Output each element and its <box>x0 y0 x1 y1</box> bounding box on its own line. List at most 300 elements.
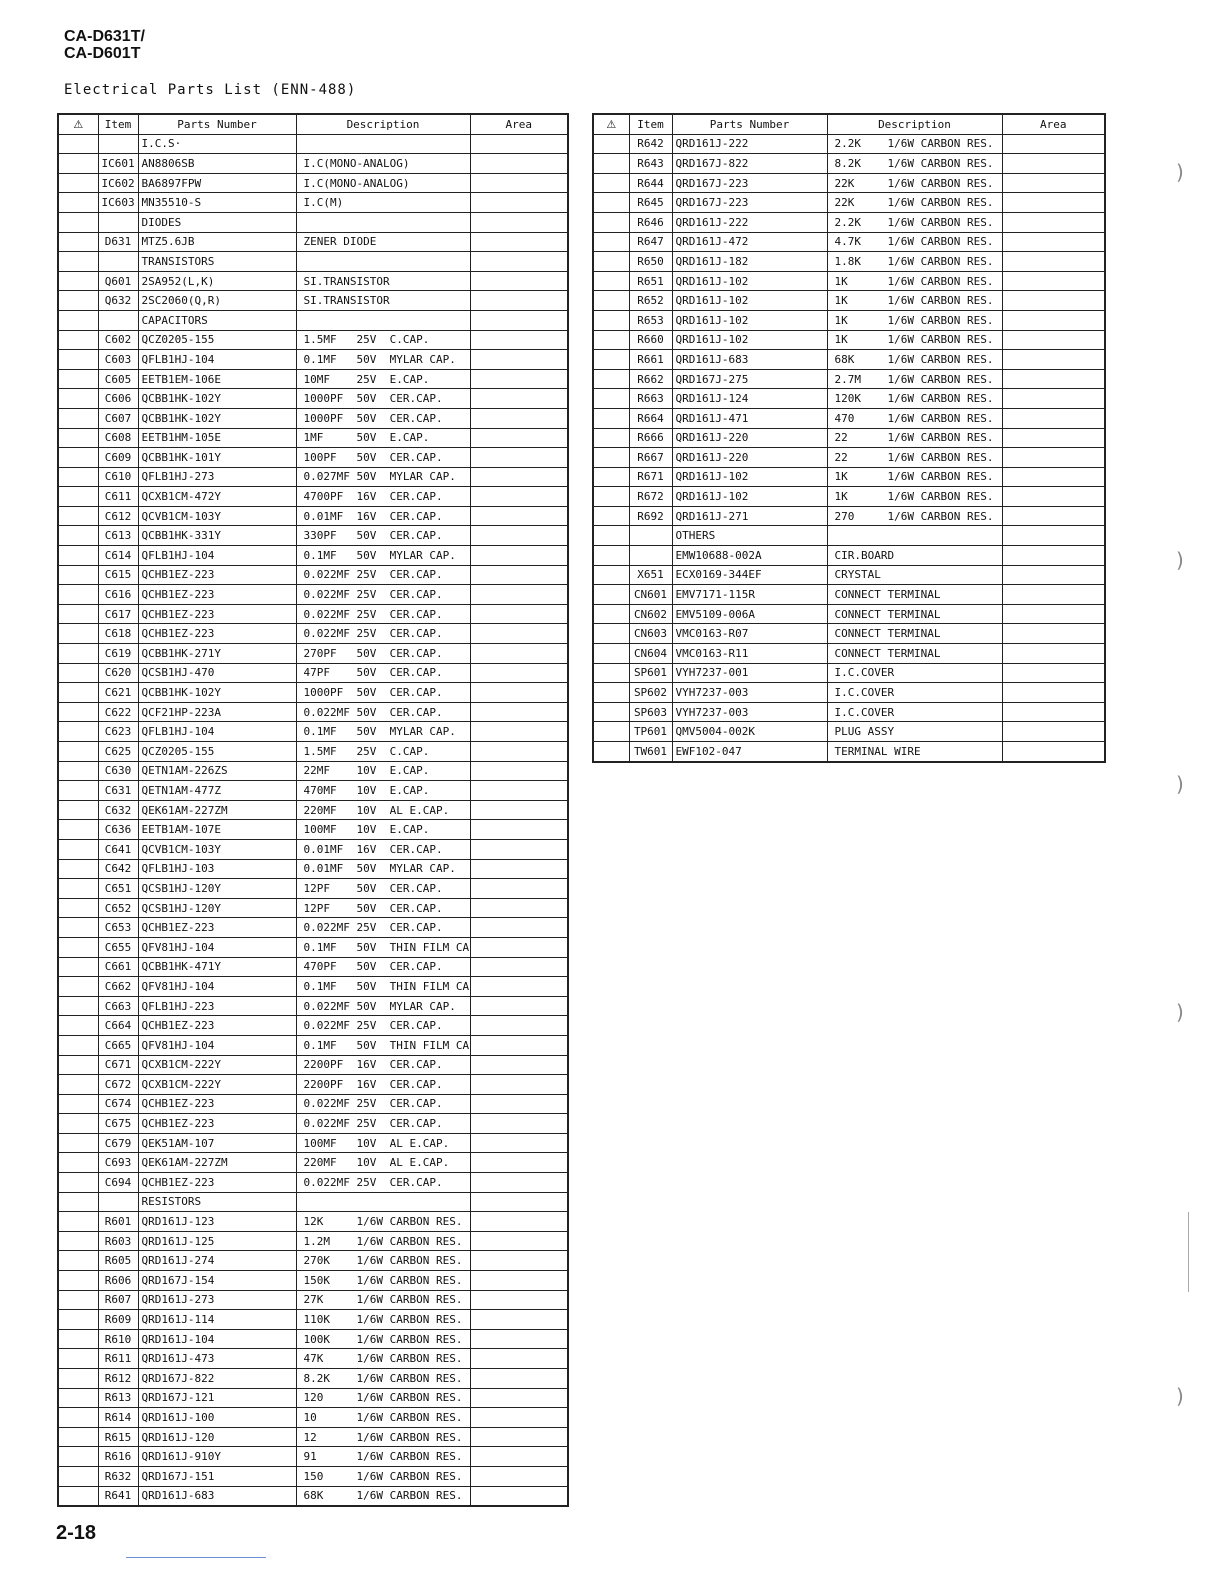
warning-cell <box>593 408 629 428</box>
description-cell: 1.5MF 25V C.CAP. <box>296 330 470 350</box>
description-cell: SI.TRANSISTOR <box>296 271 470 291</box>
warning-cell <box>58 839 98 859</box>
parts-number-cell: QCHB1EZ-223 <box>138 585 296 605</box>
header-description: Description <box>827 114 1002 134</box>
table-row <box>58 408 568 428</box>
description-cell: 22 1/6W CARBON RES. <box>827 428 1002 448</box>
item-cell: C672 <box>98 1075 138 1095</box>
table-row <box>58 800 568 820</box>
description-cell: 12 1/6W CARBON RES. <box>296 1427 470 1447</box>
description-cell: 91 1/6W CARBON RES. <box>296 1447 470 1467</box>
table-row <box>58 957 568 977</box>
parts-number-cell: CAPACITORS <box>138 310 296 330</box>
area-cell <box>470 448 568 468</box>
table-row <box>58 1094 568 1114</box>
table-row <box>58 937 568 957</box>
parts-number-cell: QCBB1HK-102Y <box>138 408 296 428</box>
parts-number-cell: QCSB1HJ-120Y <box>138 879 296 899</box>
item-cell: C617 <box>98 604 138 624</box>
warning-cell <box>58 1271 98 1291</box>
area-cell <box>1002 487 1105 507</box>
description-cell: 0.1MF 50V THIN FILM CA <box>296 1035 470 1055</box>
warning-cell <box>58 252 98 272</box>
parts-number-cell: EETB1AM-107E <box>138 820 296 840</box>
area-cell <box>1002 604 1105 624</box>
warning-cell <box>58 977 98 997</box>
warning-cell <box>58 369 98 389</box>
area-cell <box>470 1271 568 1291</box>
parts-number-cell: VYH7237-001 <box>672 663 827 683</box>
item-cell: R652 <box>629 291 672 311</box>
warning-cell <box>58 996 98 1016</box>
area-cell <box>470 291 568 311</box>
table-row <box>593 389 1105 409</box>
parts-number-cell: QEK61AM-227ZM <box>138 800 296 820</box>
description-cell: 0.022MF 25V CER.CAP. <box>296 1114 470 1134</box>
warning-cell <box>593 604 629 624</box>
item-cell: R612 <box>98 1369 138 1389</box>
description-cell: 1K 1/6W CARBON RES. <box>827 271 1002 291</box>
table-row <box>58 742 568 762</box>
item-cell: C611 <box>98 487 138 507</box>
parts-number-cell: EMW10688-002A <box>672 546 827 566</box>
warning-cell <box>58 859 98 879</box>
item-cell: C608 <box>98 428 138 448</box>
table-row <box>58 310 568 330</box>
description-cell: 47PF 50V CER.CAP. <box>296 663 470 683</box>
description-cell: 22MF 10V E.CAP. <box>296 761 470 781</box>
description-cell: 0.022MF 25V CER.CAP. <box>296 1173 470 1193</box>
warning-cell <box>58 702 98 722</box>
description-cell: I.C.COVER <box>827 683 1002 703</box>
table-row <box>58 702 568 722</box>
warning-cell <box>58 428 98 448</box>
warning-cell <box>58 271 98 291</box>
area-cell <box>1002 428 1105 448</box>
description-cell: 0.1MF 50V THIN FILM CA <box>296 977 470 997</box>
parts-number-cell: QRD161J-102 <box>672 310 827 330</box>
area-cell <box>470 820 568 840</box>
parts-number-cell: QFLB1HJ-273 <box>138 467 296 487</box>
area-cell <box>470 1486 568 1506</box>
parts-number-cell: QCHB1EZ-223 <box>138 1016 296 1036</box>
description-cell: 8.2K 1/6W CARBON RES. <box>827 154 1002 174</box>
table-row <box>58 173 568 193</box>
warning-cell <box>593 330 629 350</box>
description-cell: 1K 1/6W CARBON RES. <box>827 330 1002 350</box>
description-cell: 12K 1/6W CARBON RES. <box>296 1212 470 1232</box>
table-row <box>58 839 568 859</box>
item-cell: C605 <box>98 369 138 389</box>
item-cell <box>98 1192 138 1212</box>
table-header-row <box>593 114 1105 134</box>
item-cell <box>98 310 138 330</box>
area-cell <box>1002 722 1105 742</box>
warning-cell <box>593 663 629 683</box>
area-cell <box>470 1016 568 1036</box>
parts-number-cell: QRD161J-102 <box>672 487 827 507</box>
warning-cell <box>58 1153 98 1173</box>
parts-number-cell: QRD161J-222 <box>672 134 827 154</box>
item-cell: R613 <box>98 1388 138 1408</box>
area-cell <box>470 624 568 644</box>
table-row <box>58 1310 568 1330</box>
parts-number-cell: TRANSISTORS <box>138 252 296 272</box>
area-cell <box>470 467 568 487</box>
item-cell: C612 <box>98 506 138 526</box>
parts-number-cell: QRD161J-102 <box>672 330 827 350</box>
parts-number-cell: RESISTORS <box>138 1192 296 1212</box>
margin-mark: ) <box>1176 548 1184 572</box>
area-cell <box>470 683 568 703</box>
item-cell: C642 <box>98 859 138 879</box>
parts-number-cell: QCHB1EZ-223 <box>138 604 296 624</box>
area-cell <box>470 350 568 370</box>
area-cell <box>1002 134 1105 154</box>
warning-cell <box>58 1388 98 1408</box>
description-cell: 47K 1/6W CARBON RES. <box>296 1349 470 1369</box>
warning-cell <box>58 1251 98 1271</box>
description-cell: CONNECT TERMINAL <box>827 644 1002 664</box>
warning-cell <box>593 154 629 174</box>
area-cell <box>470 428 568 448</box>
item-cell: C665 <box>98 1035 138 1055</box>
area-cell <box>470 702 568 722</box>
table-row <box>58 565 568 585</box>
parts-number-cell: QCHB1EZ-223 <box>138 1094 296 1114</box>
warning-cell <box>593 232 629 252</box>
area-cell <box>1002 252 1105 272</box>
area-cell <box>470 232 568 252</box>
warning-cell <box>58 154 98 174</box>
table-row <box>593 154 1105 174</box>
area-cell <box>470 1153 568 1173</box>
table-row <box>58 1251 568 1271</box>
parts-number-cell: QRD161J-102 <box>672 291 827 311</box>
description-cell: 22K 1/6W CARBON RES. <box>827 193 1002 213</box>
parts-number-cell: QCBB1HK-271Y <box>138 644 296 664</box>
parts-number-cell: QRD161J-472 <box>672 232 827 252</box>
description-cell: 270PF 50V CER.CAP. <box>296 644 470 664</box>
description-cell <box>296 1192 470 1212</box>
warning-cell <box>58 487 98 507</box>
warning-cell <box>58 546 98 566</box>
parts-number-cell: QCXB1CM-472Y <box>138 487 296 507</box>
table-row <box>58 1212 568 1232</box>
warning-cell <box>58 722 98 742</box>
area-cell <box>1002 506 1105 526</box>
table-row <box>593 663 1105 683</box>
parts-number-cell: QCZ0205-155 <box>138 330 296 350</box>
area-cell <box>470 526 568 546</box>
warning-cell <box>593 212 629 232</box>
item-cell: C620 <box>98 663 138 683</box>
item-cell: CN602 <box>629 604 672 624</box>
description-cell: 1.2M 1/6W CARBON RES. <box>296 1231 470 1251</box>
warning-cell <box>593 722 629 742</box>
table-row <box>58 1016 568 1036</box>
item-cell: C663 <box>98 996 138 1016</box>
description-cell: 270 1/6W CARBON RES. <box>827 506 1002 526</box>
area-cell <box>470 487 568 507</box>
warning-cell <box>58 683 98 703</box>
description-cell: 10MF 25V E.CAP. <box>296 369 470 389</box>
area-cell <box>470 1133 568 1153</box>
parts-number-cell: QRD161J-910Y <box>138 1447 296 1467</box>
area-cell <box>1002 212 1105 232</box>
description-cell: 470PF 50V CER.CAP. <box>296 957 470 977</box>
area-cell <box>470 937 568 957</box>
item-cell: C623 <box>98 722 138 742</box>
description-cell: SI.TRANSISTOR <box>296 291 470 311</box>
warning-cell <box>593 546 629 566</box>
warning-cell <box>58 1427 98 1447</box>
area-cell <box>470 918 568 938</box>
table-row <box>58 1388 568 1408</box>
item-cell: R662 <box>629 369 672 389</box>
area-cell <box>470 879 568 899</box>
item-cell: C641 <box>98 839 138 859</box>
warning-cell <box>593 683 629 703</box>
warning-cell <box>593 428 629 448</box>
header-description: Description <box>296 114 470 134</box>
description-cell: 0.022MF 25V CER.CAP. <box>296 918 470 938</box>
area-cell <box>470 781 568 801</box>
parts-number-cell: QRD161J-473 <box>138 1349 296 1369</box>
item-cell <box>98 134 138 154</box>
warning-cell <box>58 781 98 801</box>
item-cell: C694 <box>98 1173 138 1193</box>
warning-cell <box>593 193 629 213</box>
item-cell: C651 <box>98 879 138 899</box>
area-cell <box>470 1408 568 1428</box>
parts-number-cell: QCBB1HK-471Y <box>138 957 296 977</box>
item-cell: C616 <box>98 585 138 605</box>
warning-cell <box>593 389 629 409</box>
warning-cell <box>593 271 629 291</box>
area-cell <box>1002 742 1105 762</box>
description-cell: 0.01MF 16V CER.CAP. <box>296 506 470 526</box>
warning-cell <box>593 487 629 507</box>
description-cell: I.C.COVER <box>827 702 1002 722</box>
area-cell <box>1002 389 1105 409</box>
item-cell: R663 <box>629 389 672 409</box>
item-cell: C615 <box>98 565 138 585</box>
area-cell <box>1002 232 1105 252</box>
table-row <box>58 1447 568 1467</box>
parts-number-cell: QCBB1HK-102Y <box>138 389 296 409</box>
item-cell: C632 <box>98 800 138 820</box>
item-cell: R632 <box>98 1466 138 1486</box>
warning-cell <box>593 252 629 272</box>
table-row <box>58 448 568 468</box>
area-cell <box>470 859 568 879</box>
parts-number-cell: QFV81HJ-104 <box>138 977 296 997</box>
warning-cell <box>593 467 629 487</box>
warning-cell <box>58 330 98 350</box>
table-row <box>593 212 1105 232</box>
footer-rule <box>126 1557 266 1558</box>
area-cell <box>1002 702 1105 722</box>
item-cell: R603 <box>98 1231 138 1251</box>
table-row <box>58 1035 568 1055</box>
description-cell: 0.1MF 50V MYLAR CAP. <box>296 722 470 742</box>
warning-cell <box>593 742 629 762</box>
warning-cell <box>58 467 98 487</box>
warning-cell <box>593 310 629 330</box>
table-row <box>58 1290 568 1310</box>
warning-cell <box>58 1486 98 1506</box>
warning-cell <box>58 624 98 644</box>
warning-cell <box>593 565 629 585</box>
item-cell: R645 <box>629 193 672 213</box>
description-cell <box>296 134 470 154</box>
document-title: Electrical Parts List (ENN-488) <box>64 82 357 98</box>
description-cell: 2.2K 1/6W CARBON RES. <box>827 134 1002 154</box>
description-cell: 270K 1/6W CARBON RES. <box>296 1251 470 1271</box>
description-cell: 1000PF 50V CER.CAP. <box>296 408 470 428</box>
description-cell: 2.7M 1/6W CARBON RES. <box>827 369 1002 389</box>
description-cell: 1.8K 1/6W CARBON RES. <box>827 252 1002 272</box>
description-cell: 0.1MF 50V THIN FILM CA <box>296 937 470 957</box>
item-cell: R611 <box>98 1349 138 1369</box>
table-row <box>593 232 1105 252</box>
item-cell: R692 <box>629 506 672 526</box>
item-cell: SP603 <box>629 702 672 722</box>
item-cell: R671 <box>629 467 672 487</box>
parts-number-cell: QRD161J-222 <box>672 212 827 232</box>
table-header-row <box>58 114 568 134</box>
parts-number-cell: EMV5109-006A <box>672 604 827 624</box>
description-cell: 100PF 50V CER.CAP. <box>296 448 470 468</box>
parts-number-cell: QCF21HP-223A <box>138 702 296 722</box>
warning-cell <box>58 644 98 664</box>
parts-number-cell: QCBB1HK-101Y <box>138 448 296 468</box>
table-row <box>58 1075 568 1095</box>
item-cell: R601 <box>98 1212 138 1232</box>
table-row <box>58 428 568 448</box>
parts-number-cell: EETB1HM-105E <box>138 428 296 448</box>
parts-number-cell: QRD161J-114 <box>138 1310 296 1330</box>
table-row <box>58 722 568 742</box>
table-row <box>58 154 568 174</box>
area-cell <box>1002 369 1105 389</box>
item-cell: C636 <box>98 820 138 840</box>
item-cell: R605 <box>98 1251 138 1271</box>
description-cell: 4700PF 16V CER.CAP. <box>296 487 470 507</box>
area-cell <box>470 1369 568 1389</box>
item-cell: C607 <box>98 408 138 428</box>
description-cell: 0.022MF 25V CER.CAP. <box>296 1094 470 1114</box>
area-cell <box>1002 565 1105 585</box>
item-cell <box>98 212 138 232</box>
table-row <box>58 1349 568 1369</box>
item-cell: TP601 <box>629 722 672 742</box>
item-cell: R672 <box>629 487 672 507</box>
description-cell: 0.022MF 25V CER.CAP. <box>296 585 470 605</box>
warning-cell <box>58 1192 98 1212</box>
table-row <box>593 722 1105 742</box>
margin-mark: ) <box>1176 160 1184 184</box>
area-cell <box>1002 330 1105 350</box>
description-cell: 1000PF 50V CER.CAP. <box>296 389 470 409</box>
area-cell <box>470 1075 568 1095</box>
area-cell <box>470 134 568 154</box>
item-cell: R647 <box>629 232 672 252</box>
description-cell: 120K 1/6W CARBON RES. <box>827 389 1002 409</box>
table-row <box>58 624 568 644</box>
area-cell <box>470 1329 568 1349</box>
model-number <box>64 28 145 62</box>
parts-number-cell: QRD167J-121 <box>138 1388 296 1408</box>
description-cell: TERMINAL WIRE <box>827 742 1002 762</box>
warning-cell <box>58 1329 98 1349</box>
parts-number-cell: QFLB1HJ-104 <box>138 350 296 370</box>
item-cell: R660 <box>629 330 672 350</box>
table-row <box>58 977 568 997</box>
description-cell: 27K 1/6W CARBON RES. <box>296 1290 470 1310</box>
description-cell: CONNECT TERMINAL <box>827 585 1002 605</box>
item-cell: R651 <box>629 271 672 291</box>
item-cell: C671 <box>98 1055 138 1075</box>
description-cell: 10 1/6W CARBON RES. <box>296 1408 470 1428</box>
warning-cell <box>58 1408 98 1428</box>
parts-number-cell: OTHERS <box>672 526 827 546</box>
description-cell <box>296 212 470 232</box>
area-cell <box>1002 193 1105 213</box>
parts-number-cell: MN35510-S <box>138 193 296 213</box>
area-cell <box>470 977 568 997</box>
table-row <box>58 1173 568 1193</box>
item-cell: R642 <box>629 134 672 154</box>
table-row <box>593 193 1105 213</box>
description-cell: CRYSTAL <box>827 565 1002 585</box>
area-cell <box>470 604 568 624</box>
item-cell: C625 <box>98 742 138 762</box>
table-row <box>58 1271 568 1291</box>
parts-number-cell: QETN1AM-226ZS <box>138 761 296 781</box>
warning-cell <box>58 232 98 252</box>
warning-cell <box>593 369 629 389</box>
area-cell <box>470 585 568 605</box>
warning-cell <box>593 702 629 722</box>
parts-number-cell: I.C.S· <box>138 134 296 154</box>
parts-number-cell: VMC0163-R11 <box>672 644 827 664</box>
parts-number-cell: QCHB1EZ-223 <box>138 1173 296 1193</box>
warning-cell <box>58 937 98 957</box>
parts-number-cell: QFLB1HJ-223 <box>138 996 296 1016</box>
parts-number-cell: QCHB1EZ-223 <box>138 565 296 585</box>
warning-cell <box>58 291 98 311</box>
table-row <box>58 506 568 526</box>
parts-number-cell: 2SC2060(Q,R) <box>138 291 296 311</box>
table-row <box>593 526 1105 546</box>
item-cell: R666 <box>629 428 672 448</box>
warning-cell <box>593 448 629 468</box>
area-cell <box>1002 644 1105 664</box>
table-row <box>58 1369 568 1389</box>
table-row <box>58 291 568 311</box>
description-cell: I.C(M) <box>296 193 470 213</box>
item-cell: CN603 <box>629 624 672 644</box>
area-cell <box>470 957 568 977</box>
warning-cell <box>58 1369 98 1389</box>
item-cell: C662 <box>98 977 138 997</box>
description-cell: 8.2K 1/6W CARBON RES. <box>296 1369 470 1389</box>
model-line-1: CA-D631T/ <box>64 28 145 45</box>
item-cell: C603 <box>98 350 138 370</box>
warning-cell <box>58 506 98 526</box>
